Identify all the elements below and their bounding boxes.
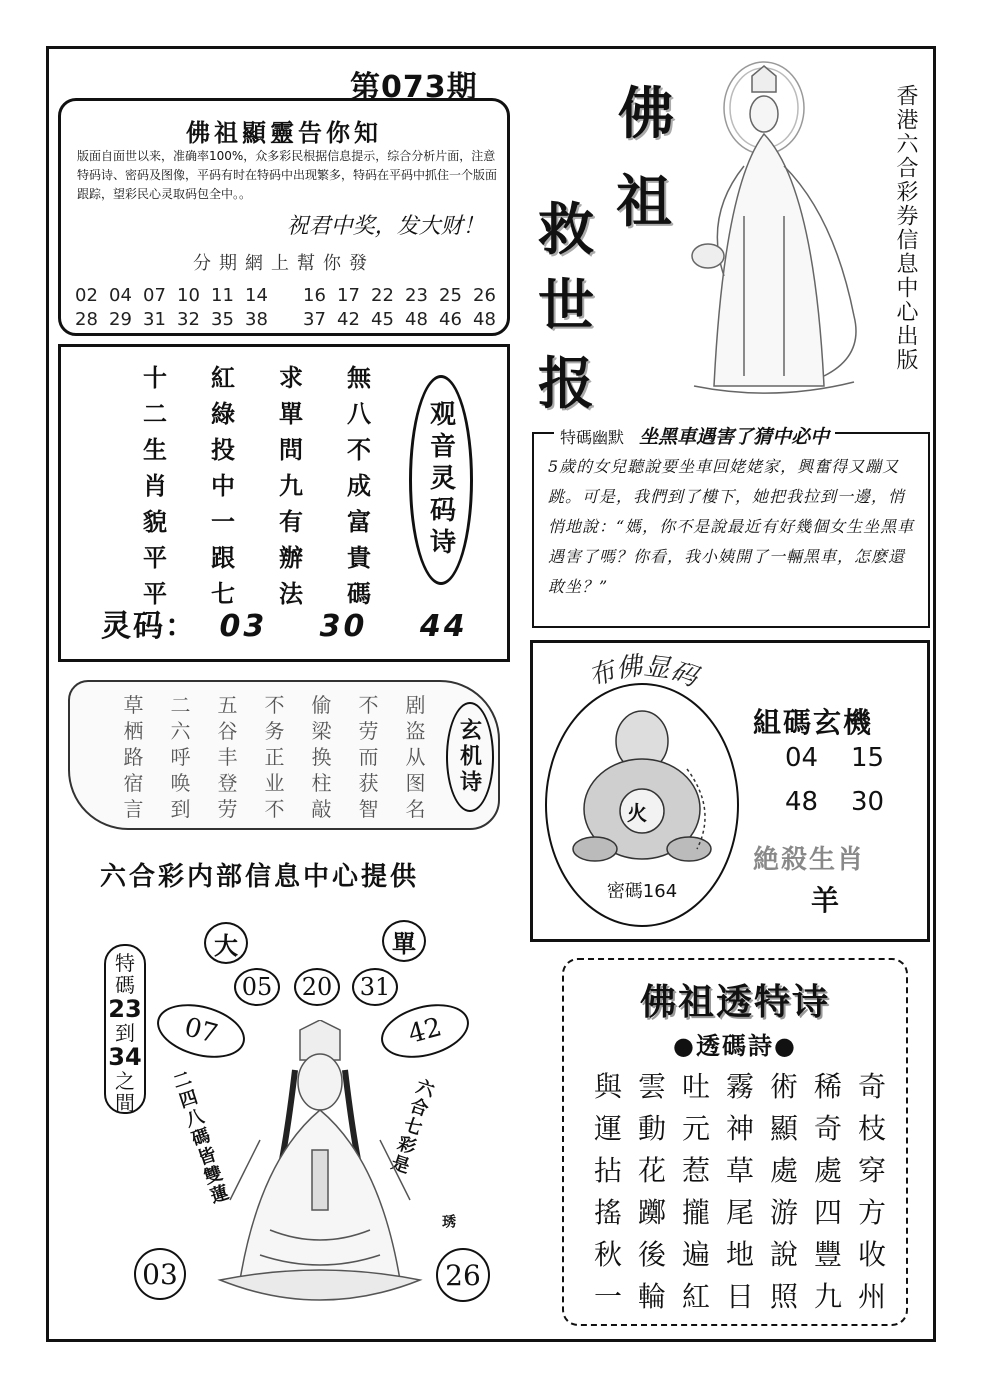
- ling-code-number: 30: [319, 609, 368, 644]
- special-poem-subtitle: ●透碼詩●: [673, 1031, 797, 1060]
- special-poem-cell: 搖: [593, 1196, 622, 1229]
- grid-cell: 不: [347, 435, 371, 464]
- mystery-poem-cell: 草: [123, 693, 144, 717]
- humor-headline: 坐黑車遇害了猜中必中: [639, 426, 830, 448]
- special-code-range: [104, 944, 146, 1114]
- special-poem-title: 佛祖透特诗: [639, 981, 830, 1023]
- number: 45: [371, 309, 394, 330]
- publisher-credit: 香港六合彩券信息中心出版: [893, 84, 918, 372]
- special-poem-cell: 處: [769, 1154, 798, 1187]
- notice-title: 佛祖顯靈告你知: [186, 118, 382, 147]
- special-poem-cell: 花: [637, 1154, 666, 1187]
- number: 02: [75, 285, 98, 306]
- mystery-poem-cell: 而: [358, 745, 379, 769]
- masthead-char: 佛: [618, 81, 674, 147]
- mystery-poem-cell: 呼: [170, 745, 191, 769]
- number-circle: 20: [294, 968, 340, 1006]
- notice-wish: 祝君中奖，发大财！: [286, 214, 485, 239]
- humor-header: [554, 422, 835, 449]
- number: 42: [337, 309, 360, 330]
- grid-cell: 貴: [347, 543, 371, 572]
- kill-zodiac-value: 羊: [811, 884, 840, 917]
- number: 48: [473, 309, 496, 330]
- number: 46: [439, 309, 462, 330]
- special-poem-cell: 輪: [637, 1280, 666, 1313]
- mystery-poem-cell: 名: [405, 797, 426, 821]
- special-poem-cell: 尾: [725, 1196, 754, 1229]
- number: 16: [303, 285, 326, 306]
- grid-cell: 平: [143, 579, 167, 608]
- special-poem-cell: 吐: [681, 1070, 710, 1103]
- number: 17: [337, 285, 360, 306]
- notice-body: 版面自面世以来，准确率100%，众多彩民根据信息提示，综合分析片面，注意特码诗、密码及图像，平码有时在特码中出现繁多，特码在平码中抓住一个版面跟踪，望彩民心灵取码包全中。。: [77, 149, 498, 201]
- grid-cell: 生: [143, 435, 167, 464]
- combo-number: 48: [785, 787, 819, 817]
- mystery-poem-cell: 劳: [217, 797, 238, 821]
- mystery-poem-cell: 智: [358, 797, 379, 821]
- single-badge: 單: [382, 920, 426, 962]
- mystery-poem-cell: 敲: [311, 797, 332, 821]
- mystery-poem-cell: 言: [123, 797, 144, 821]
- number-row-2: [75, 309, 507, 330]
- mystery-poem-cell: 换: [311, 745, 332, 769]
- special-poem-cell: 紅: [681, 1280, 710, 1313]
- mystery-poem-cell: 图: [405, 771, 426, 795]
- special-poem-cell: 神: [725, 1112, 754, 1145]
- number: 31: [143, 309, 166, 330]
- special-range-start: 23: [108, 995, 142, 1023]
- mystery-poem-cell: 到: [170, 797, 191, 821]
- mystery-poem-cell: 不: [264, 693, 285, 717]
- special-poem-cell: 奇: [857, 1070, 886, 1103]
- special-poem-cell: 方: [857, 1196, 886, 1229]
- grid-cell: 二: [143, 399, 167, 428]
- special-char: 之: [115, 1069, 135, 1093]
- grid-cell: 無: [347, 363, 371, 392]
- laughing-buddha-illustration: [567, 699, 717, 869]
- special-poem-cell: 顯: [769, 1112, 798, 1145]
- masthead-char: 救: [538, 197, 594, 263]
- grid-cell: 十: [143, 363, 167, 392]
- number: 29: [109, 309, 132, 330]
- number-circle: 05: [234, 968, 280, 1006]
- ling-code-row: [101, 601, 468, 645]
- ling-code-number: 03: [219, 609, 268, 644]
- mystery-poem-cell: 六: [170, 719, 191, 743]
- mystery-poem-grid: [110, 692, 439, 822]
- special-char: 間: [115, 1091, 135, 1115]
- special-range-end: 34: [108, 1043, 142, 1071]
- special-poem-cell: 秋: [593, 1238, 622, 1271]
- mystery-poem-cell: 劳: [358, 719, 379, 743]
- ling-code-number: 44: [419, 609, 468, 644]
- special-poem-cell: 枝: [857, 1112, 886, 1145]
- left-number-circle: 03: [134, 1248, 186, 1300]
- number: 38: [245, 309, 268, 330]
- special-poem-cell: 遍: [681, 1238, 710, 1271]
- grid-cell: 成: [347, 471, 371, 500]
- mystery-poem-cell: 正: [264, 745, 285, 769]
- grid-cell: 有: [279, 507, 303, 536]
- special-poem-cell: 草: [725, 1154, 754, 1187]
- right-vertical-text-end: 琇: [440, 1214, 456, 1230]
- mystery-poem-cell: 剧: [405, 693, 426, 717]
- special-poem-cell: 州: [857, 1280, 886, 1313]
- grid-cell: 法: [279, 579, 303, 608]
- special-poem-cell: 游: [769, 1196, 798, 1229]
- special-poem-cell: 四: [813, 1196, 842, 1229]
- number: 35: [211, 309, 234, 330]
- secret-code: 密碼164: [606, 881, 678, 902]
- special-poem-cell: 術: [769, 1070, 798, 1103]
- number: 32: [177, 309, 200, 330]
- mystery-poem-cell: 二: [170, 693, 191, 717]
- special-poem-cell: 豐: [813, 1238, 842, 1271]
- number: 10: [177, 285, 200, 306]
- special-char: 碼: [115, 973, 135, 997]
- special-poem-cell: 動: [637, 1112, 666, 1145]
- grid-cell: 投: [211, 435, 235, 464]
- mystery-poem-cell: 唤: [170, 771, 191, 795]
- mystery-poem-cell: 不: [264, 797, 285, 821]
- kill-zodiac-title: 絶殺生肖: [753, 845, 866, 875]
- mystery-poem-cell: 栖: [123, 719, 144, 743]
- grid-cell: 九: [279, 471, 303, 500]
- number: 25: [439, 285, 462, 306]
- special-poem-cell: 後: [637, 1238, 666, 1271]
- special-poem-cell: 運: [593, 1112, 622, 1145]
- right-vertical-text: 六合七彩是: [386, 1075, 437, 1177]
- mystery-poem-cell: 不: [358, 693, 379, 717]
- right-number-oval: 42: [375, 995, 475, 1067]
- grid-cell: 平: [143, 543, 167, 572]
- guanyin-poem-oval: 观音灵码诗: [409, 375, 473, 585]
- notice-box: [58, 98, 510, 336]
- special-poem-cell: 九: [813, 1280, 842, 1313]
- special-char: 到: [115, 1021, 135, 1045]
- grid-cell: 七: [211, 579, 235, 608]
- special-poem-cell: 地: [725, 1238, 754, 1271]
- number-row-1: [75, 285, 507, 306]
- mystery-poem-cell: 偷: [311, 693, 332, 717]
- combo-number: 15: [851, 743, 885, 773]
- buddha-oval: [545, 683, 739, 927]
- grid-cell: 肖: [143, 471, 167, 500]
- grid-cell: 紅: [211, 363, 235, 392]
- masthead-char: 世: [538, 273, 594, 339]
- grid-cell: 綠: [211, 399, 235, 428]
- special-poem-cell: 照: [769, 1280, 798, 1313]
- number: 11: [211, 285, 234, 306]
- guanyin-grid-box: [58, 344, 510, 662]
- number: 07: [143, 285, 166, 306]
- special-poem-cell: 元: [681, 1112, 710, 1145]
- special-poem-cell: 收: [857, 1238, 886, 1271]
- number: 48: [405, 309, 428, 330]
- special-poem-grid: [586, 1066, 894, 1318]
- mystery-poem-badge: 玄机诗: [446, 702, 494, 812]
- mystery-poem-cell: 梁: [311, 719, 332, 743]
- grid-cell: 問: [279, 435, 303, 464]
- number-circle: 31: [352, 968, 398, 1006]
- humor-label: 特碼幽默: [560, 428, 625, 447]
- special-poem-box: [562, 958, 908, 1326]
- special-poem-cell: 稀: [813, 1070, 842, 1103]
- number: 04: [109, 285, 132, 306]
- mystery-poem-cell: 登: [217, 771, 238, 795]
- number: 22: [371, 285, 394, 306]
- mystery-poem-cell: 五: [217, 693, 238, 717]
- issue-number: 第073期: [350, 70, 478, 105]
- buddha-arc-text: 布佛显码: [584, 651, 702, 693]
- mystery-poem-cell: 获: [358, 771, 379, 795]
- mystery-poem-cell: 路: [123, 745, 144, 769]
- big-badge: 大: [204, 922, 248, 964]
- buddha-belly-char: 火: [627, 801, 647, 825]
- special-char: 特: [115, 951, 135, 975]
- humor-body: 5歲的女兒聽說要坐車回姥姥家，興奮得又蹦又跳。可是，我們到了樓下，她把我拉到一邊，悄悄地說：“媽，你不是說最近有好幾個女生坐黑車遇害了嗎？你看，我小姨開了一輛黑車，怎麽還敢坐？”: [548, 457, 915, 596]
- ling-code-label: 灵码：: [101, 609, 197, 644]
- grid-cell: 富: [347, 507, 371, 536]
- grid-cell: 單: [279, 399, 303, 428]
- special-poem-cell: 與: [593, 1070, 622, 1103]
- mystery-poem-cell: 宿: [123, 771, 144, 795]
- combo-number: 30: [851, 787, 885, 817]
- number: 37: [303, 309, 326, 330]
- humor-box: [532, 426, 930, 628]
- special-poem-cell: 穿: [857, 1154, 886, 1187]
- grid-cell: 中: [211, 471, 235, 500]
- grid-cell: 貌: [143, 507, 167, 536]
- number: 28: [75, 309, 98, 330]
- left-vertical-text: 二四八碼皆雙蓮: [167, 1068, 232, 1208]
- grid-cell: 一: [211, 507, 235, 536]
- special-poem-cell: 日: [725, 1280, 754, 1313]
- special-poem-cell: 處: [813, 1154, 842, 1187]
- guanyin-seated-illustration: [200, 1020, 440, 1320]
- number: 26: [473, 285, 496, 306]
- special-poem-cell: 雲: [637, 1070, 666, 1103]
- number: 14: [245, 285, 268, 306]
- notice-subtitle: 分期網上幫你發: [193, 253, 375, 274]
- special-poem-cell: 惹: [681, 1154, 710, 1187]
- combo-title: 組碼玄機: [753, 706, 874, 739]
- left-number-oval: 07: [151, 995, 251, 1067]
- mystery-poem-cell: 从: [405, 745, 426, 769]
- special-poem-cell: 拈: [593, 1154, 622, 1187]
- grid-cell: 辦: [279, 543, 303, 572]
- combo-number: 04: [785, 743, 819, 773]
- grid-cell: 求: [279, 363, 303, 392]
- grid-cell: 碼: [347, 579, 371, 608]
- mystery-poem-cell: 谷: [217, 719, 238, 743]
- masthead-char: 祖: [616, 169, 672, 235]
- character-grid: [121, 361, 393, 611]
- right-number-circle: 26: [436, 1248, 490, 1302]
- mystery-poem-scroll: [68, 680, 500, 830]
- mystery-poem-cell: 柱: [311, 771, 332, 795]
- provider-line: 六合彩内部信息中心提供: [100, 862, 420, 892]
- grid-cell: 八: [347, 399, 371, 428]
- mystery-poem-cell: 丰: [217, 745, 238, 769]
- special-poem-cell: 一: [593, 1280, 622, 1313]
- mystery-poem-cell: 业: [264, 771, 285, 795]
- grid-cell: 跟: [211, 543, 235, 572]
- guanyin-standing-illustration: [684, 56, 874, 396]
- special-poem-cell: 說: [769, 1238, 798, 1271]
- mystery-poem-cell: 务: [264, 719, 285, 743]
- special-poem-cell: 霧: [725, 1070, 754, 1103]
- mystery-poem-cell: 盗: [405, 719, 426, 743]
- number: 23: [405, 285, 428, 306]
- masthead-char: 报: [538, 351, 594, 417]
- special-poem-cell: 攏: [681, 1196, 710, 1229]
- special-poem-cell: 躑: [637, 1196, 666, 1229]
- buddha-code-box: [530, 640, 930, 942]
- special-poem-cell: 奇: [813, 1112, 842, 1145]
